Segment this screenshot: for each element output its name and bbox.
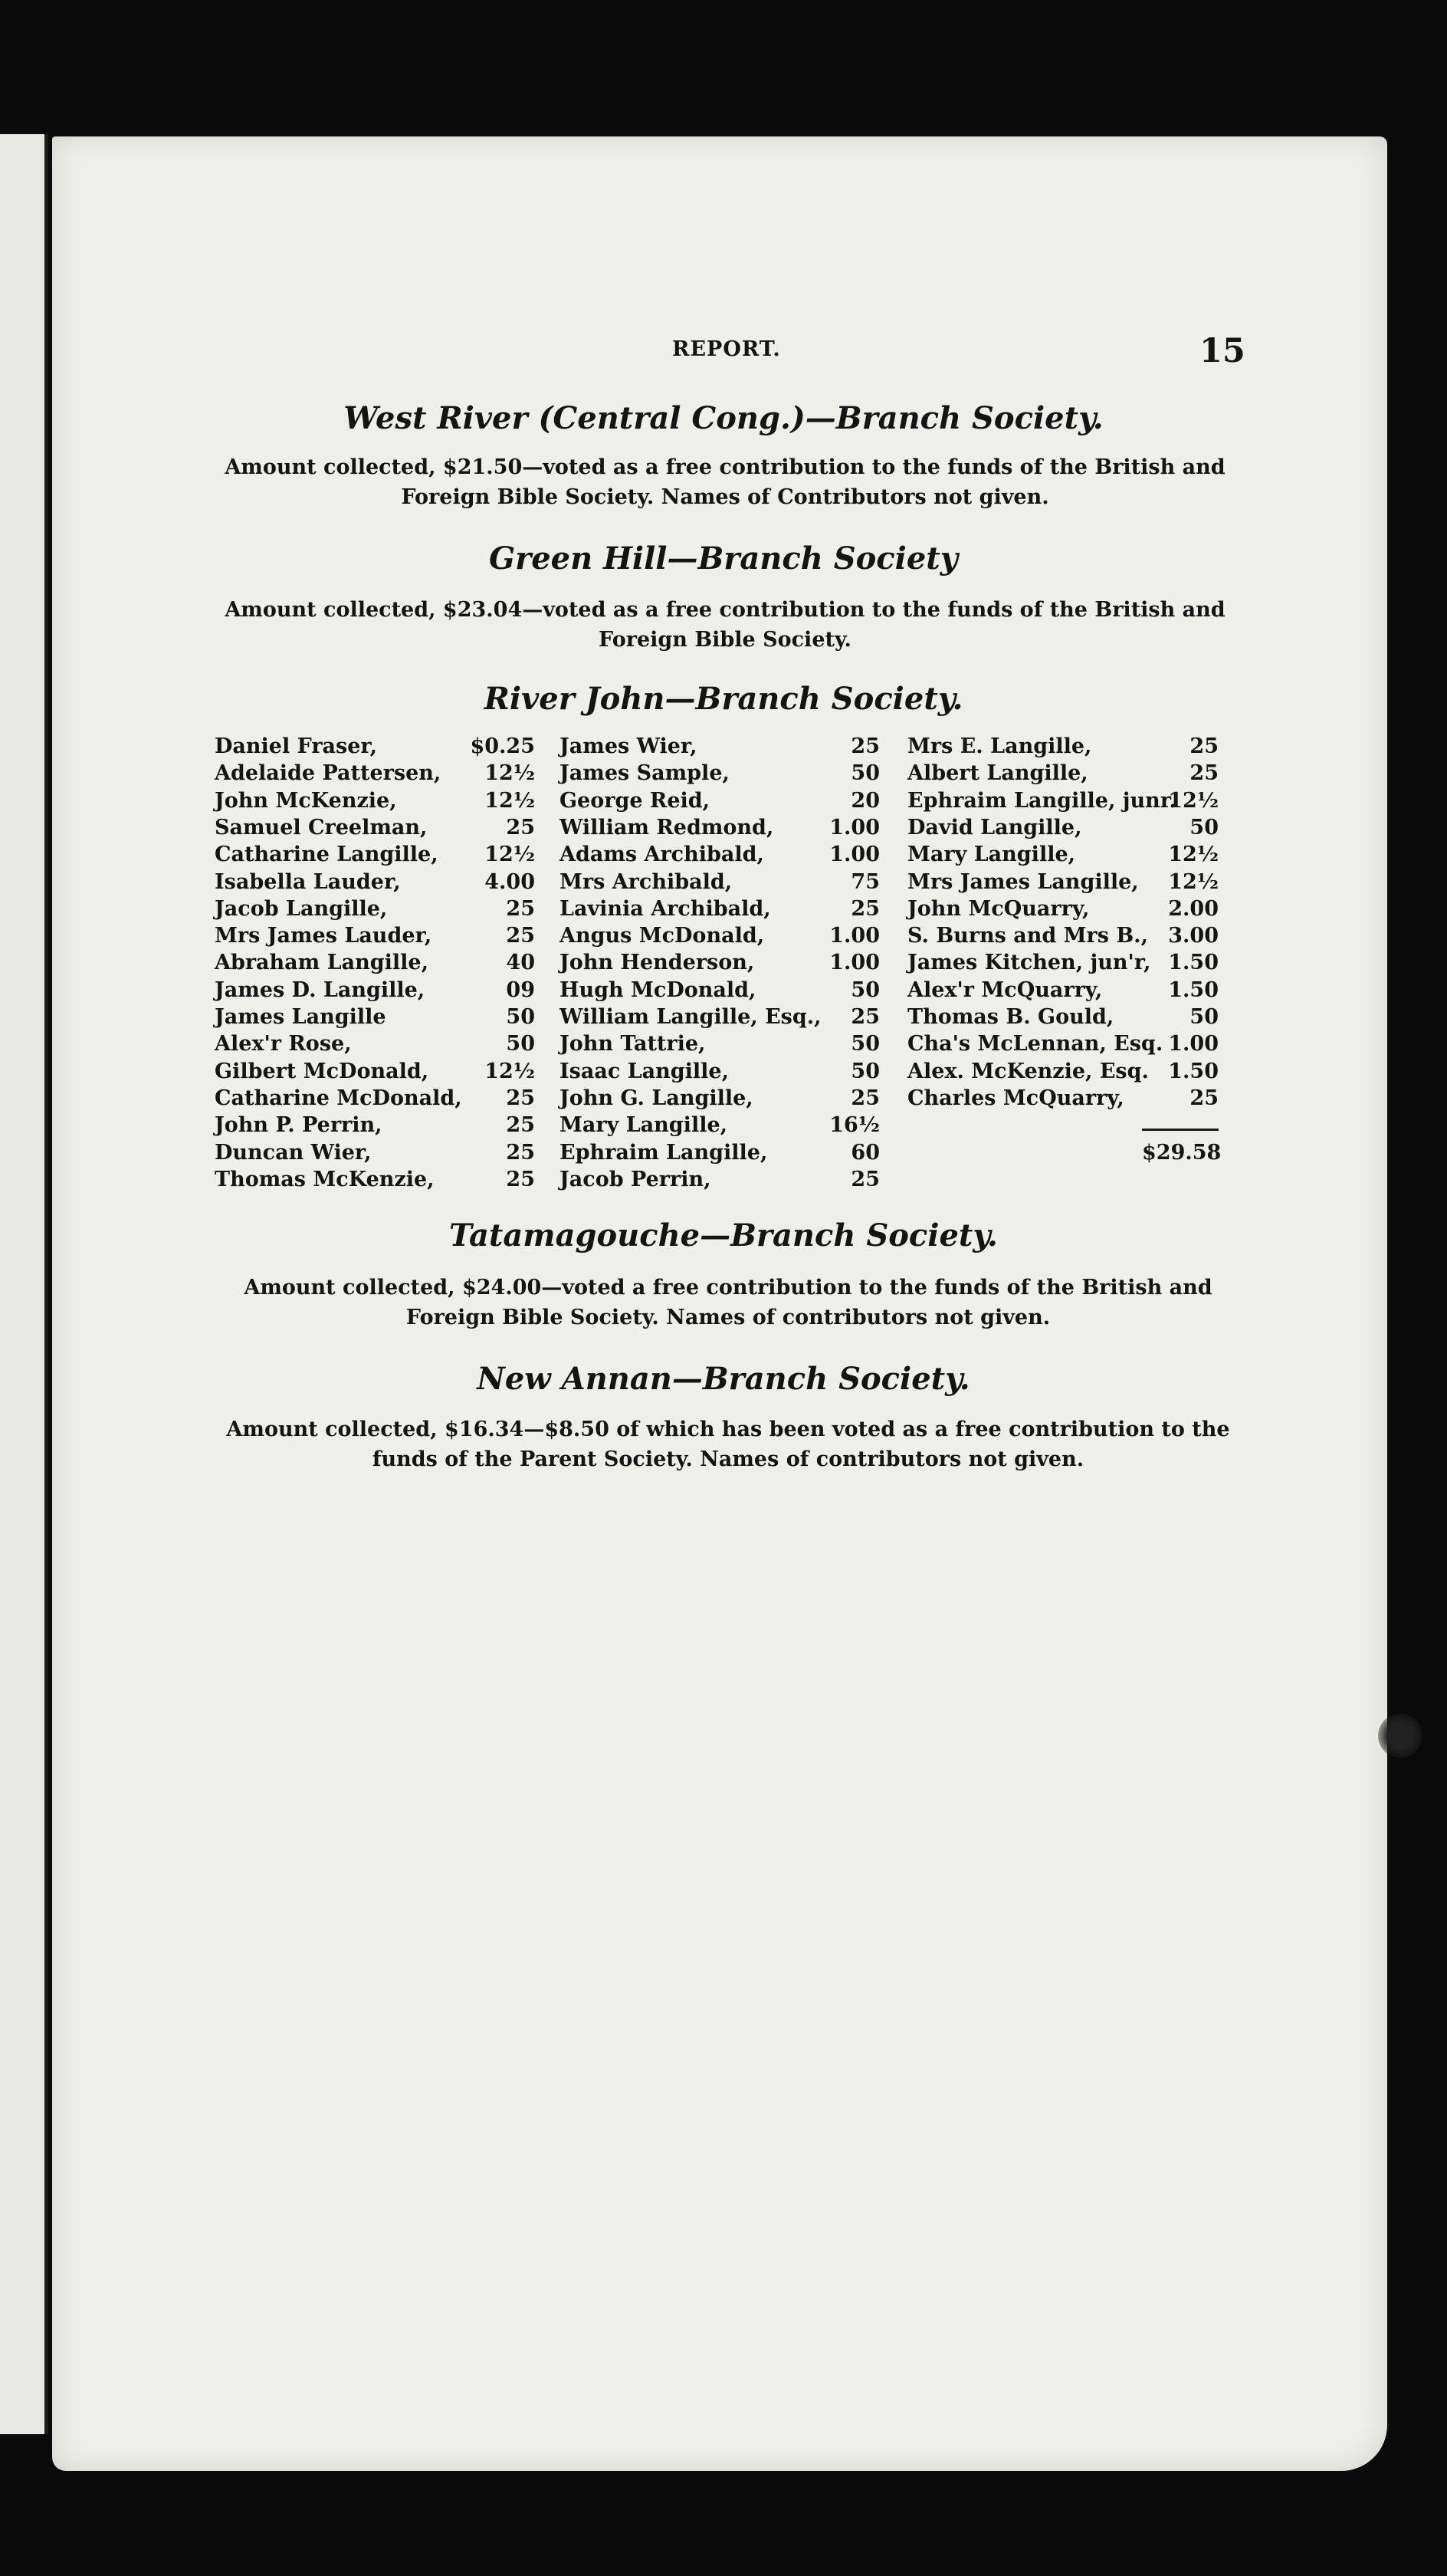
contribution-amount: 25: [851, 1005, 880, 1029]
contributor-name: William Langille, Esq.,: [559, 1005, 822, 1029]
contributor-row: [215, 1032, 535, 1060]
contributor-row: [215, 951, 535, 978]
contributor-row: [559, 1005, 880, 1033]
contributor-name: Charles McQuarry,: [907, 1086, 1124, 1110]
contributor-row: [559, 761, 880, 789]
contribution-amount: 4.00: [484, 869, 535, 894]
contribution-amount: 12½: [484, 843, 535, 867]
contributor-name: Mary Langille,: [559, 1113, 728, 1138]
contributor-name: Adelaide Pattersen,: [215, 761, 441, 786]
contribution-amount: 25: [506, 1140, 535, 1165]
contribution-amount: 75: [851, 869, 880, 894]
contributor-name: Isaac Langille,: [559, 1059, 729, 1083]
contribution-amount: 50: [506, 1032, 535, 1056]
contribution-amount: 12½: [1168, 788, 1219, 813]
contributor-name: Alex'r Rose,: [215, 1032, 352, 1056]
section-heading-river-john: River John—Branch Society.: [484, 681, 963, 717]
contributor-row: [215, 924, 535, 951]
contributor-row: [215, 761, 535, 789]
contribution-amount: 12½: [1168, 843, 1219, 867]
contribution-amount: 60: [851, 1140, 880, 1165]
contribution-amount: 50: [851, 978, 880, 1002]
contributor-row: [907, 924, 1219, 951]
contribution-amount: 25: [851, 734, 880, 758]
contributor-name: James Kitchen, jun'r,: [907, 951, 1151, 975]
contributor-row: [559, 1086, 880, 1114]
contributor-name: William Redmond,: [559, 815, 774, 840]
contribution-amount: 50: [851, 1059, 880, 1083]
contributor-name: David Langille,: [907, 815, 1082, 840]
contributor-name: Hugh McDonald,: [559, 978, 756, 1002]
contribution-amount: 1.00: [829, 843, 880, 867]
contributor-row: [559, 951, 880, 978]
contributor-row: [907, 789, 1219, 816]
contributor-name: John Tattrie,: [559, 1032, 706, 1056]
contributor-name: Ephraim Langille,: [559, 1140, 768, 1165]
contributor-name: S. Burns and Mrs B.,: [907, 924, 1148, 948]
contributor-row: [215, 870, 535, 898]
contributor-name: Mrs Archibald,: [559, 869, 733, 894]
contributor-name: Abraham Langille,: [215, 951, 428, 975]
section-heading-west-river: West River (Central Cong.)—Branch Society.: [343, 400, 1104, 436]
contribution-amount: 12½: [484, 761, 535, 786]
contributor-row: [215, 1060, 535, 1087]
contributors-column-2: [559, 734, 880, 1225]
contributor-name: George Reid,: [559, 788, 710, 813]
contributor-name: Angus McDonald,: [559, 924, 765, 948]
contribution-amount: 50: [851, 1032, 880, 1056]
contributor-name: Catharine McDonald,: [215, 1086, 462, 1110]
contributor-name: Mrs James Lauder,: [215, 924, 432, 948]
contributor-row: [559, 789, 880, 816]
contributor-row: [559, 1141, 880, 1168]
contributors-column-1: [215, 734, 535, 1225]
contributor-name: Thomas McKenzie,: [215, 1167, 435, 1191]
contribution-amount: $0.25: [470, 734, 535, 758]
contribution-amount: 1.00: [1168, 1032, 1219, 1056]
contributor-row: [559, 1032, 880, 1060]
contributor-row: [559, 897, 880, 925]
contributor-name: Jacob Perrin,: [559, 1167, 711, 1191]
contributor-name: Albert Langille,: [907, 761, 1088, 786]
paragraph-new-annan: Amount collected, $16.34—$8.50 of which has been voted as a free contribution to the funds of the Parent Society. Names of contributors not given.: [226, 1418, 1230, 1471]
page-number: 15: [1199, 332, 1245, 370]
contributor-name: Alex. McKenzie, Esq.: [907, 1059, 1149, 1083]
contribution-amount: 25: [506, 1086, 535, 1110]
contribution-amount: 16½: [829, 1113, 880, 1138]
contributor-row: [907, 1086, 1219, 1114]
contribution-amount: 25: [851, 1086, 880, 1110]
running-head: REPORT.: [672, 337, 781, 361]
contribution-amount: 09: [506, 978, 535, 1002]
contributor-row: [215, 1005, 535, 1033]
contribution-amount: 25: [851, 1167, 880, 1191]
contributor-name: Catharine Langille,: [215, 843, 438, 867]
contribution-amount: 25: [1189, 761, 1219, 786]
contribution-amount: 1.00: [829, 815, 880, 840]
contributor-name: Thomas B. Gould,: [907, 1005, 1114, 1029]
contribution-amount: 1.50: [1168, 978, 1219, 1002]
contributor-name: James Langille: [215, 1005, 386, 1029]
contribution-amount: 25: [506, 924, 535, 948]
ink-blot: [1378, 1714, 1422, 1758]
contributor-name: Isabella Lauder,: [215, 869, 401, 894]
contribution-amount: 25: [506, 815, 535, 840]
contributor-row: [215, 1168, 535, 1195]
contribution-amount: 12½: [484, 1059, 535, 1083]
contributor-name: James Sample,: [559, 761, 730, 786]
contributor-row: [907, 843, 1219, 870]
contribution-amount: 25: [506, 1113, 535, 1138]
contributor-row: [215, 897, 535, 925]
contributor-name: Daniel Fraser,: [215, 734, 378, 758]
contributor-row: [559, 870, 880, 898]
contributor-name: Mrs James Langille,: [907, 869, 1139, 894]
contributor-row: [559, 816, 880, 843]
contribution-amount: 1.00: [829, 951, 880, 975]
contributor-row: [559, 843, 880, 870]
section-heading-green-hill: Green Hill—Branch Society: [488, 540, 959, 577]
contributor-row: [907, 1032, 1219, 1060]
contribution-amount: 1.50: [1168, 951, 1219, 975]
contributor-name: John P. Perrin,: [215, 1113, 382, 1138]
contribution-amount: 25: [506, 1167, 535, 1191]
contributor-row: [907, 816, 1219, 843]
contribution-amount: 3.00: [1168, 924, 1219, 948]
contribution-amount: 25: [1189, 1086, 1219, 1110]
contribution-amount: 40: [506, 951, 535, 975]
contribution-amount: 12½: [484, 788, 535, 813]
contributor-row: [559, 1113, 880, 1141]
contributor-name: Alex'r McQuarry,: [907, 978, 1103, 1002]
contribution-amount: 25: [1189, 734, 1219, 758]
contributor-row: [215, 843, 535, 870]
contribution-amount: 50: [1189, 1005, 1219, 1029]
contributor-row: [215, 1113, 535, 1141]
contributor-row: [907, 951, 1219, 978]
paragraph-green-hill: Amount collected, $23.04—voted as a free contribution to the funds of the British and Foreign Bible Society.: [225, 598, 1226, 652]
contributor-row: [215, 978, 535, 1006]
contributor-name: Mary Langille,: [907, 843, 1076, 867]
contributor-row: [907, 897, 1219, 925]
section-heading-tatamagouche: Tatamagouche—Branch Society.: [449, 1217, 998, 1254]
section-heading-new-annan: New Annan—Branch Society.: [477, 1361, 970, 1397]
contributor-name: Lavinia Archibald,: [559, 896, 771, 921]
contributor-name: Jacob Langille,: [215, 896, 388, 921]
contributor-row: [907, 1060, 1219, 1087]
total-rule: [1142, 1129, 1219, 1131]
river-john-total: $29.58: [1142, 1141, 1222, 1165]
contribution-amount: 50: [506, 1005, 535, 1029]
contributor-row: [215, 816, 535, 843]
contribution-amount: 25: [506, 896, 535, 921]
contributor-row: [907, 870, 1219, 898]
paragraph-west-river: Amount collected, $21.50—voted as a free contribution to the funds of the British and Foreign Bible Society. Names of Contributors not given.: [225, 455, 1226, 509]
contributor-name: John G. Langille,: [559, 1086, 753, 1110]
paragraph-tatamagouche: Amount collected, $24.00—voted a free contribution to the funds of the British and Foreign Bible Society. Names of contributors not given.: [244, 1276, 1212, 1329]
contributor-name: John McQuarry,: [907, 896, 1090, 921]
contributor-row: [559, 1168, 880, 1195]
contribution-amount: 2.00: [1168, 896, 1219, 921]
contributor-name: Cha's McLennan, Esq.: [907, 1032, 1163, 1056]
contribution-amount: 1.00: [829, 924, 880, 948]
contribution-amount: 50: [851, 761, 880, 786]
contributor-name: Mrs E. Langille,: [907, 734, 1092, 758]
contributor-name: Ephraim Langille, junr.: [907, 788, 1176, 813]
contributor-row: [559, 924, 880, 951]
contributor-row: [559, 734, 880, 762]
contributor-row: [559, 1060, 880, 1087]
contributor-name: Duncan Wier,: [215, 1140, 372, 1165]
contribution-amount: 12½: [1168, 869, 1219, 894]
contributor-row: [215, 789, 535, 816]
contribution-amount: 1.50: [1168, 1059, 1219, 1083]
contribution-amount: 50: [1189, 815, 1219, 840]
contributor-row: [907, 761, 1219, 789]
contributor-row: [215, 734, 535, 762]
contributor-row: [215, 1141, 535, 1168]
contributor-name: Samuel Creelman,: [215, 815, 428, 840]
contributor-name: Adams Archibald,: [559, 843, 764, 867]
contributor-name: James D. Langille,: [215, 978, 425, 1002]
contributor-row: [907, 1005, 1219, 1033]
contributor-name: John McKenzie,: [215, 788, 397, 813]
contribution-amount: 25: [851, 896, 880, 921]
contribution-amount: 20: [851, 788, 880, 813]
contributor-row: [907, 978, 1219, 1006]
contributor-row: [907, 734, 1219, 762]
contributor-name: Gilbert McDonald,: [215, 1059, 429, 1083]
contributor-row: [559, 978, 880, 1006]
contributor-name: John Henderson,: [559, 951, 755, 975]
facing-page-edge: [0, 134, 48, 2434]
contributor-name: James Wier,: [559, 734, 697, 758]
contributor-row: [215, 1086, 535, 1114]
